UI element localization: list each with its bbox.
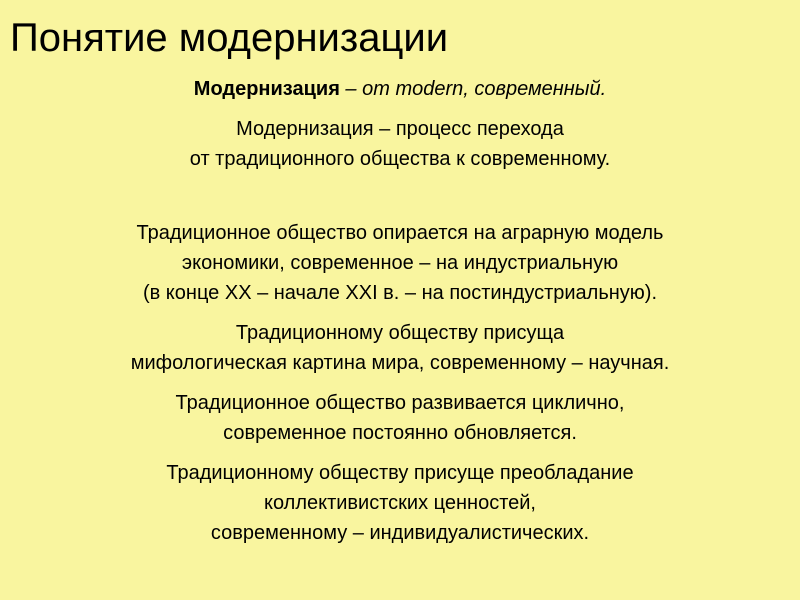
- definition-term: Модернизация: [193, 78, 340, 100]
- paragraph-development: [0, 388, 800, 448]
- slide-title: Понятие модернизации: [10, 16, 449, 60]
- text-line: экономики, современное – на индустриальную: [181, 252, 619, 274]
- text-line: Традиционному обществу присуща: [235, 322, 565, 344]
- text-line: современному – индивидуалистических.: [210, 522, 590, 544]
- text-line: коллективистских ценностей,: [264, 492, 536, 514]
- text-line: Традиционному обществу присуще преобладание: [166, 462, 634, 484]
- text-line: от традиционного общества к современному.: [189, 148, 611, 170]
- text-line: Традиционное общество опирается на аграрную модель: [136, 222, 664, 244]
- text-line: Традиционное общество развивается циклично,: [175, 392, 625, 414]
- definition-origin: – от modern, современный.: [339, 78, 607, 100]
- text-line: (в конце XX – начале XXI в. – на постиндустриальную).: [142, 282, 658, 304]
- paragraph-economy: [0, 218, 800, 308]
- paragraph-definition: [0, 114, 800, 174]
- definition-line: [0, 74, 800, 104]
- text-line: мифологическая картина мира, современному – научная.: [130, 352, 670, 374]
- paragraph-values: [0, 458, 800, 548]
- text-line: Модернизация – процесс перехода: [236, 118, 564, 140]
- text-line: современное постоянно обновляется.: [223, 422, 577, 444]
- paragraph-worldview: [0, 318, 800, 378]
